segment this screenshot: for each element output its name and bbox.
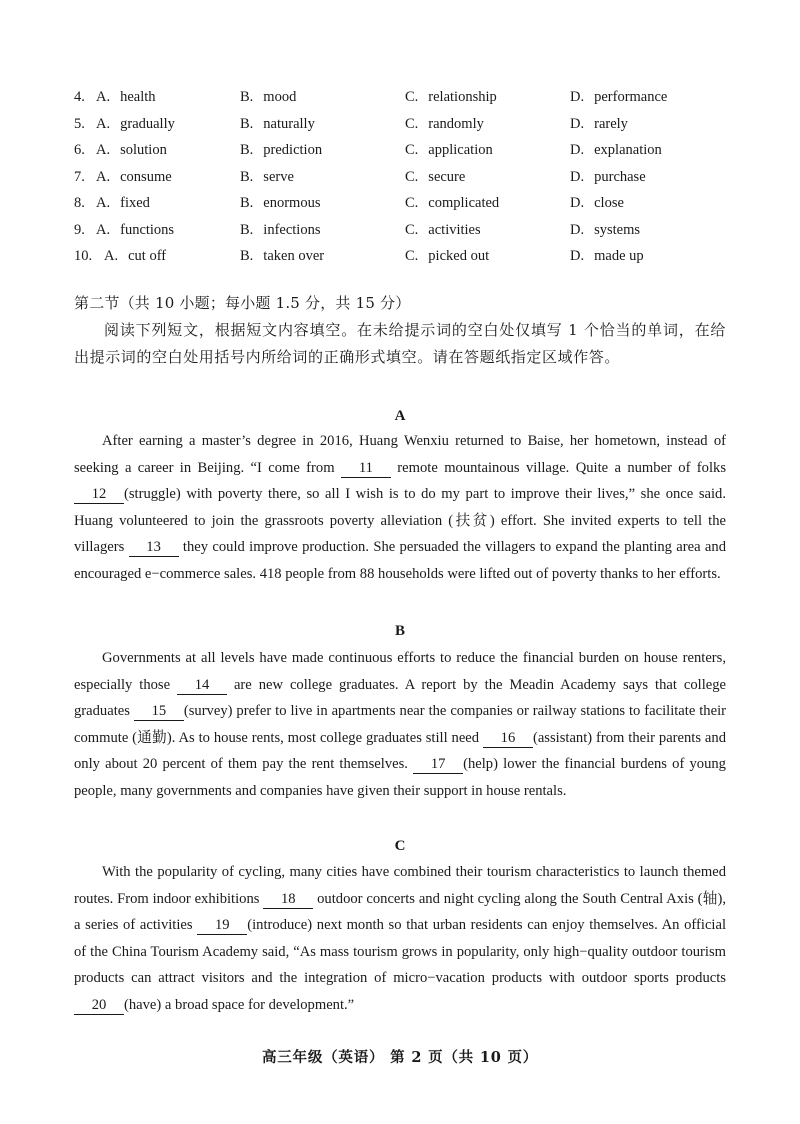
option-row-6: [74, 137, 734, 164]
option-a: A. health: [96, 89, 156, 105]
passage-c-label: C: [394, 838, 406, 854]
blank-11[interactable]: 11: [341, 459, 391, 478]
option-row-5: [74, 111, 734, 138]
passage-c: With the popularity of cycling, many cities have combined their tourism characteristics to launch themed routes. From indoor exhibitions 18 outdoor concerts and night cycling along the South Central Axis (轴), a series of activities 19 (introduce) next month so that urban residents can enjoy themselves. An official of the China Tourism Academy said, “As mass tourism grows in popularity, only high−quality outdoor tourism products can attract visitors and the integration of micro−vacation products with outdoor sports products 20 (have) a broad space for development.”: [74, 864, 727, 1013]
option-d: D. systems: [570, 221, 641, 238]
option-d: D. close: [570, 195, 624, 211]
options-list: [74, 84, 734, 270]
question-number: 6.: [74, 142, 85, 158]
option-d: D. rarely: [570, 115, 628, 132]
option-b: B. enormous: [240, 195, 321, 211]
option-c: C. randomly: [405, 115, 484, 132]
passage-a: After earning a master’s degree in 2016, Huang Wenxiu returned to Baise, her hometown, instead of seeking a career in Beijing. “I come from 11 remote mountainous village. Quite a number of folks 12 (struggle) with poverty there, so all I wish is to do my part to improve their lives,” she once said. Huang volunteered to join the grassroots poverty alleviation (扶贫) effort. She invited experts to tell the villagers 13 they could improve production. She persuaded the villagers to expand the planting area and encouraged e−commerce sales. 418 people from 88 households were lifted out of poverty thanks to her efforts.: [74, 433, 726, 582]
question-number: 8.: [74, 195, 85, 211]
option-a: A. functions: [96, 221, 175, 238]
option-c: C. application: [405, 142, 493, 158]
blank-15[interactable]: 15: [134, 702, 184, 721]
option-row-9: [74, 217, 734, 244]
option-a: A. fixed: [96, 195, 150, 211]
option-b: B. infections: [240, 221, 321, 238]
option-c: C. secure: [405, 168, 466, 185]
blank-18[interactable]: 18: [263, 890, 313, 909]
option-a: A. cut off: [104, 248, 167, 264]
option-b: B. mood: [240, 89, 297, 105]
question-number: 4.: [74, 89, 85, 105]
option-row-4: [74, 84, 734, 111]
passage-b-label: B: [394, 623, 405, 639]
question-number: 9.: [74, 221, 85, 238]
section-instructions: 阅读下列短文，根据短文内容填空。在未给提示词的空白处仅填写 1 个恰当的单词，在给出提示词的空白处用括号内所给词的正确形式填空。请在答题纸指定区域作答。: [74, 321, 726, 366]
option-c: C. activities: [405, 221, 481, 238]
option-d: D. explanation: [570, 142, 662, 158]
option-a: A. consume: [96, 168, 172, 185]
option-b: B. naturally: [240, 115, 315, 132]
blank-14[interactable]: 14: [177, 676, 227, 695]
option-d: D. purchase: [570, 168, 646, 185]
option-row-10: [74, 243, 734, 270]
option-d: D. made up: [570, 248, 644, 264]
blank-17[interactable]: 17: [413, 755, 463, 774]
question-number: 10.: [74, 248, 93, 264]
option-c: C. relationship: [405, 89, 497, 105]
option-a: A. gradually: [96, 115, 175, 132]
blank-16[interactable]: 16: [483, 729, 533, 748]
option-c: C. picked out: [405, 248, 490, 264]
option-d: D. performance: [570, 89, 668, 105]
option-b: B. taken over: [240, 248, 325, 264]
option-a: A. solution: [96, 142, 167, 158]
passage-b: Governments at all levels have made continuous efforts to reduce the financial burden on house renters, especially those 14 are new college graduates. A report by the Meadin Academy says that college graduates 15 (survey) prefer to live in apartments near the companies or railway stations to facilitate their commute (通勤). As to house rents, most college graduates still need 16 (assistant) from their parents and only about 20 percent of them pay the rent themselves. 17 (help) lower the financial burdens of young people, many governments and companies have given their support in house rentals.: [74, 650, 726, 799]
option-row-7: [74, 164, 734, 191]
blank-13[interactable]: 13: [129, 538, 179, 557]
option-c: C. complicated: [405, 195, 500, 211]
page-footer: 高三年级（英语） 第 2 页（共 10 页）: [261, 1049, 539, 1066]
blank-20[interactable]: 20: [74, 996, 124, 1015]
passage-a-label: A: [394, 408, 406, 424]
option-b: B. prediction: [240, 142, 323, 158]
option-b: B. serve: [240, 168, 294, 185]
option-row-8: [74, 190, 734, 217]
question-number: 7.: [74, 168, 85, 185]
blank-19[interactable]: 19: [197, 916, 247, 935]
section-title: 第二节（共 10 小题；每小题 1.5 分，共 15 分）: [74, 294, 411, 312]
question-number: 5.: [74, 115, 85, 132]
blank-12[interactable]: 12: [74, 485, 124, 504]
